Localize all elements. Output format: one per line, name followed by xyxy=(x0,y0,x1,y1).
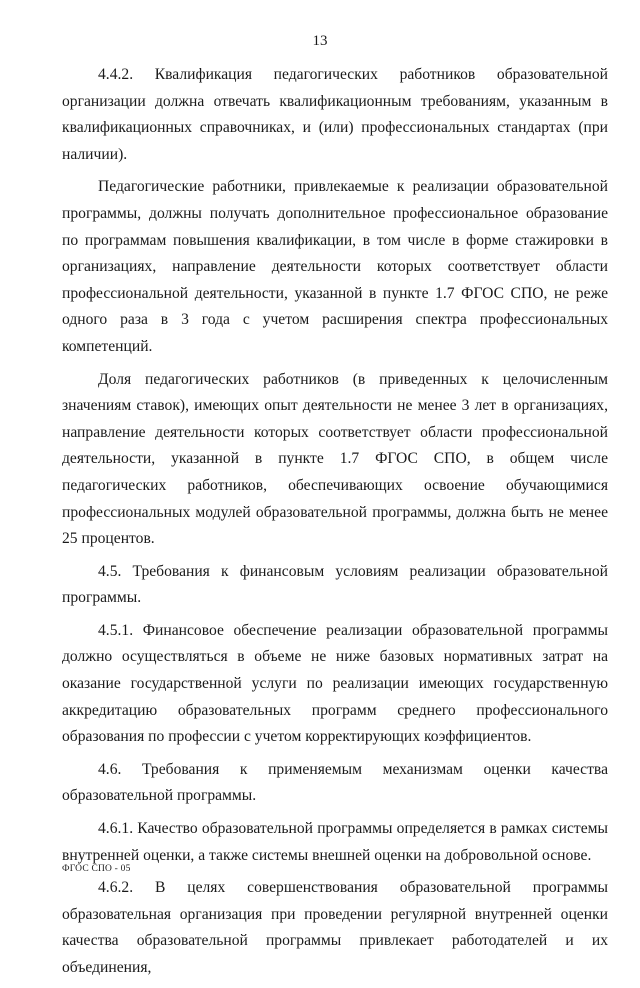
paragraph-4-5: 4.5. Требования к финансовым условиям реализации образовательной программы. xyxy=(62,562,608,607)
paragraph-4-6: 4.6. Требования к применяемым механизмам оценки качества образовательной программы. xyxy=(62,760,608,805)
paragraph-teachers-share: Доля педагогических работников (в приведенных к целочисленным значениям ставок), имеющих опыт деятельности не менее 3 лет в организациях, направление деятельности которых соответствует области профессиональной деятельности, указанной в пункте 1.7 ФГОС СПО, в общем числе педагогических работников, обеспечивающих освоение обучающимися профессиональных модулей образовательной программы, должна быть не менее 25 процентов. xyxy=(62,370,608,548)
paragraph-4-4-2: 4.4.2. Квалификация педагогических работников образовательной организации должна отвечать квалификационным требованиям, указанным в квалификационных справочниках, и (или) профессиональных стандартах (при наличии). xyxy=(62,66,608,163)
document-body xyxy=(62,62,608,988)
paragraph-teachers-training: Педагогические работники, привлекаемые к реализации образовательной программы, должны получать дополнительное профессиональное образование по программам повышения квалификации, в том числе в форме стажировки в организациях, направление деятельности которых соответствует области профессиональной деятельности, указанной в пункте 1.7 ФГОС СПО, не реже одного раза в 3 года с учетом расширения спектра профессиональных компетенций. xyxy=(62,178,608,355)
paragraph-4-6-2: 4.6.2. В целях совершенствования образовательной программы образовательная организация при проведении регулярной внутренней оценки качества образовательной программы привлекает работодателей и их объединения, xyxy=(62,879,608,976)
paragraph-4-6-1: 4.6.1. Качество образовательной программы определяется в рамках системы внутренней оценки, а также системы внешней оценки на добровольной основе. xyxy=(62,820,608,864)
document-footer: ФГОС СПО - 05 xyxy=(62,864,131,874)
paragraph-4-5-1: 4.5.1. Финансовое обеспечение реализации образовательной программы должно осуществляться в объеме не ниже базовых нормативных затрат на оказание государственной услуги по реализации имеющих государственную аккредитацию образовательных программ среднего профессионального образования по профессии с учетом корректирующих коэффициентов. xyxy=(62,621,608,746)
page-number: 13 xyxy=(312,33,328,49)
